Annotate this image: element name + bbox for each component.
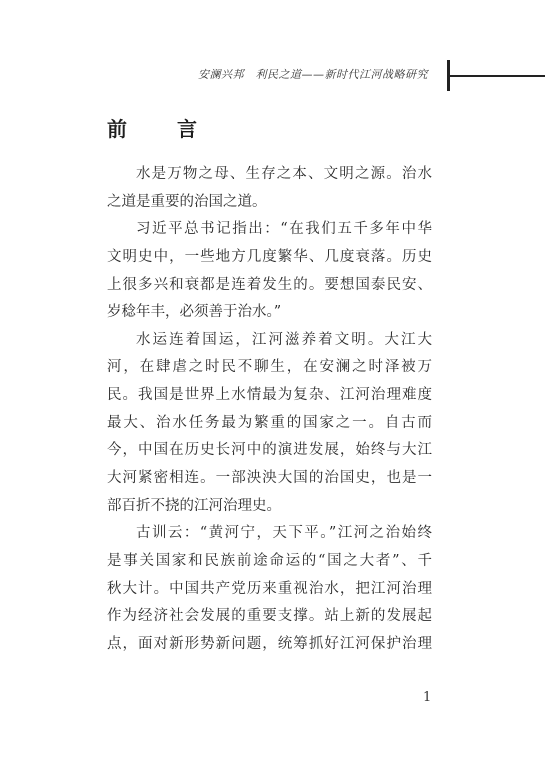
text-line: 水是万物之母、生存之本、文明之源。治水	[136, 166, 432, 182]
text-line: 作为经济社会发展的重要支撑。站上新的发展起	[107, 608, 432, 625]
text-line: 部百折不挠的江河治理史。	[107, 497, 281, 514]
text-line: 是事关国家和民族前途命运的“国之大者”、千	[107, 552, 432, 569]
page-title: 前 言	[107, 117, 212, 141]
running-header: 安澜兴邦 利民之道——新时代江河战略研究	[198, 68, 428, 81]
page-number: 1	[423, 690, 432, 705]
text-line: 最大、治水任务最为繁重的国家之一。自古而	[107, 414, 432, 431]
text-line: 民。我国是世界上水情最为复杂、江河治理难度	[107, 387, 432, 404]
header-horizontal-rule	[450, 75, 545, 77]
text-line: 之道是重要的治国之道。	[107, 193, 267, 210]
text-line: 上很多兴和衰都是连着发生的。要想国泰民安、	[107, 276, 432, 293]
text-line: 岁稔年丰，必须善于治水。”	[107, 304, 282, 321]
text-line: 习近平总书记指出：“在我们五千多年中华	[136, 221, 432, 238]
text-line: 古训云：“黄河宁，天下平。”江河之治始终	[136, 525, 432, 542]
text-line: 河，在肆虐之时民不聊生，在安澜之时泽被万	[107, 359, 432, 376]
text-line: 文明史中，一些地方几度繁华、几度衰落。历史	[107, 248, 432, 265]
text-line: 今，中国在历史长河中的演进发展，始终与大江	[107, 442, 432, 459]
text-line: 点，面对新形势新问题，统筹抓好江河保护治理	[107, 635, 432, 652]
text-line: 大河紧密相连。一部泱泱大国的治国史，也是一	[107, 470, 432, 487]
text-line: 秋大计。中国共产党历来重视治水，把江河治理	[107, 580, 432, 597]
text-line: 水运连着国运，江河滋养着文明。大江大	[136, 331, 432, 348]
body-text	[107, 161, 432, 659]
